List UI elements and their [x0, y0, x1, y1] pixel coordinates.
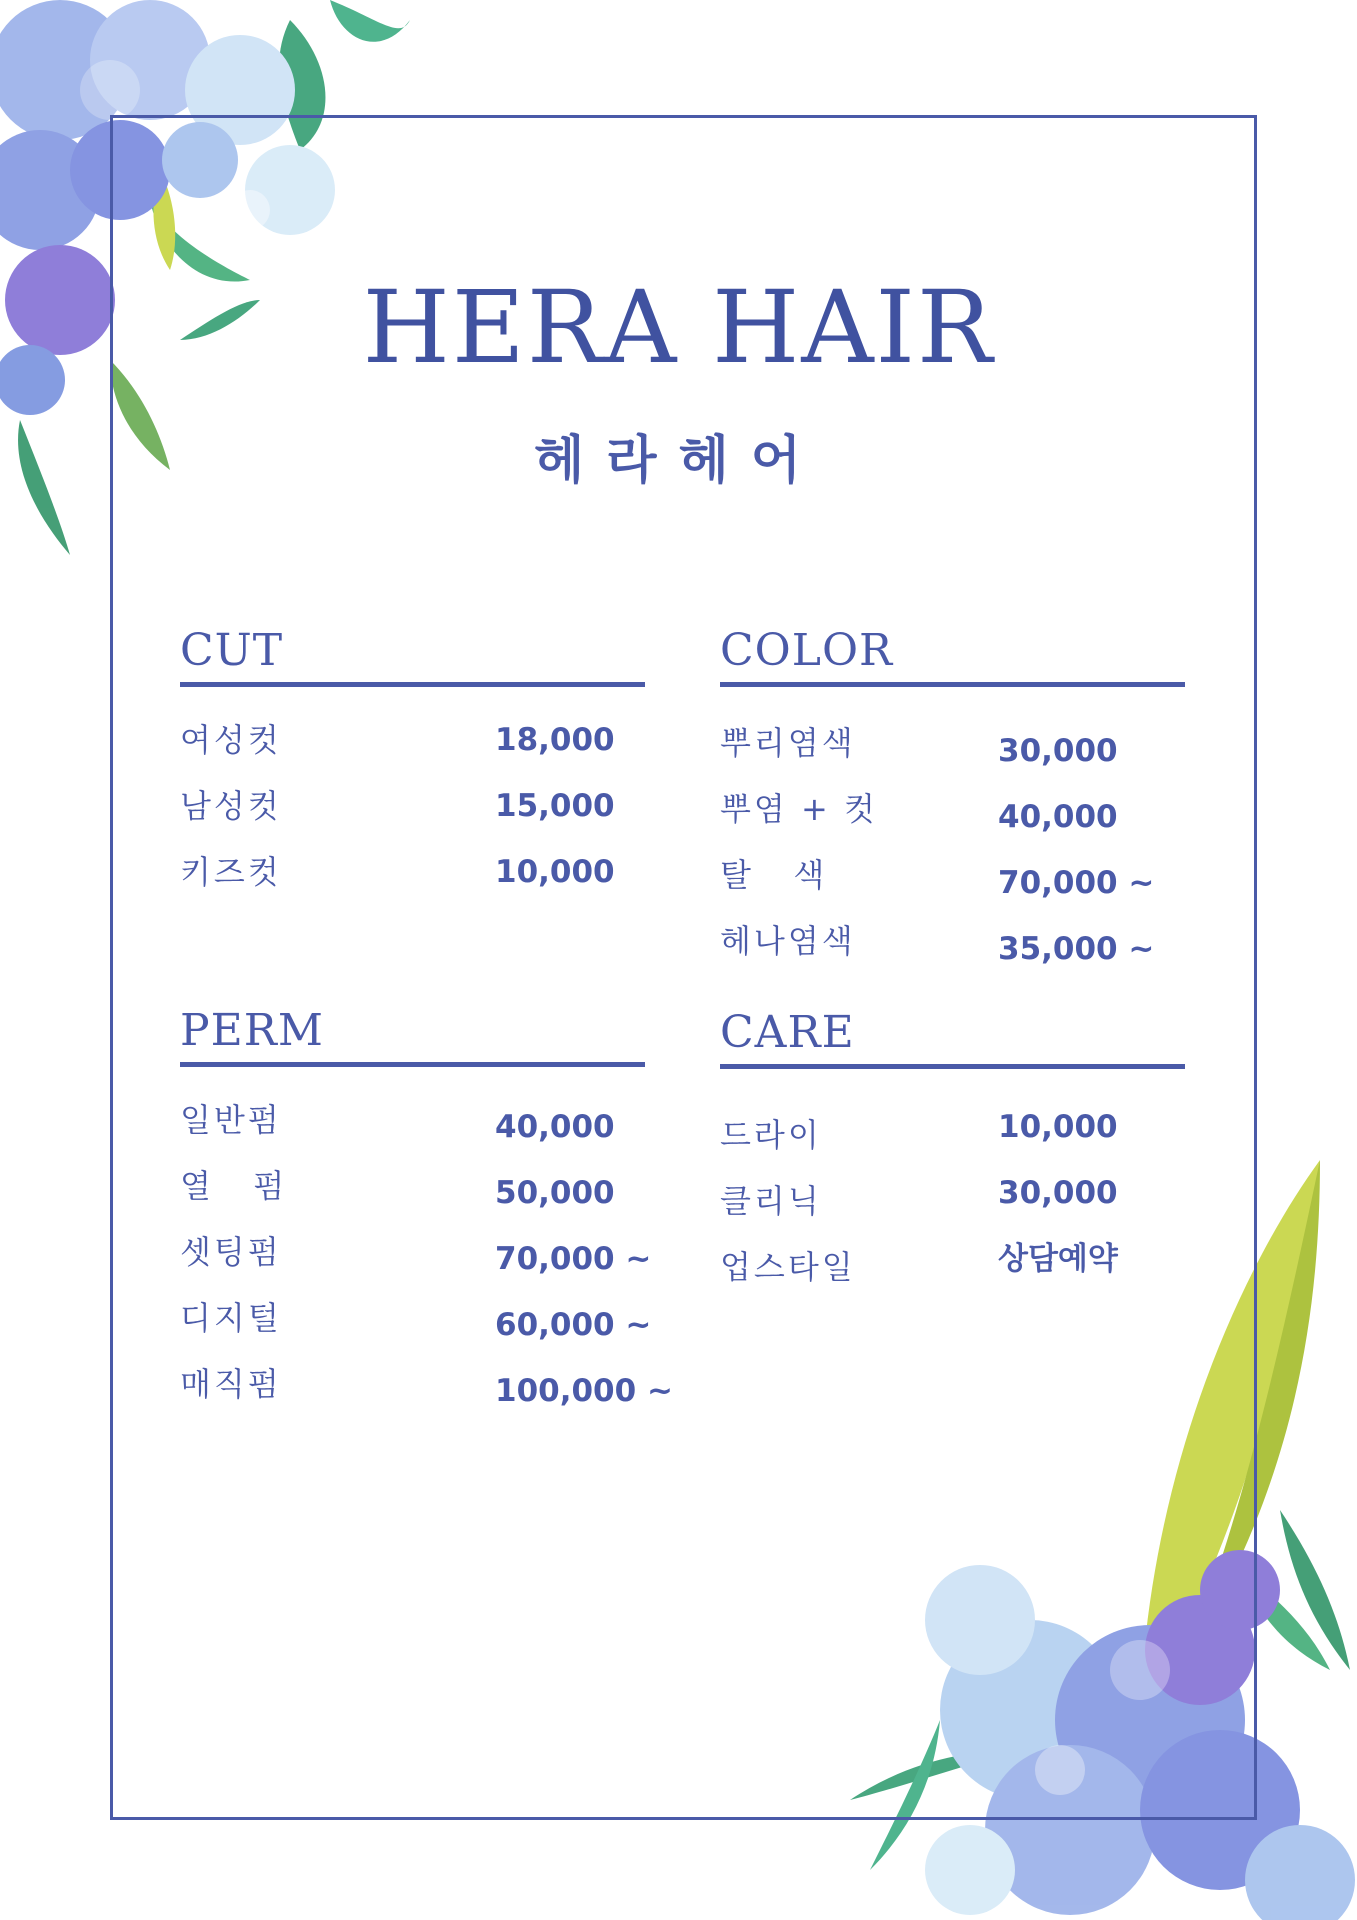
item-price: 100,000 ~	[495, 1373, 673, 1409]
list-item	[720, 784, 1240, 834]
item-price: 10,000	[998, 1109, 1118, 1145]
list-item	[180, 715, 700, 765]
salon-subtitle: 헤라헤어	[534, 431, 823, 491]
item-name: 남성컷	[180, 787, 282, 825]
item-price: 30,000	[998, 733, 1118, 769]
list-item	[180, 781, 700, 831]
item-name: 헤나염색	[720, 922, 856, 960]
section-care	[720, 1002, 1185, 1069]
item-price: 상담예약	[998, 1241, 1118, 1277]
list-item	[180, 1227, 700, 1277]
item-name: 탈 색	[720, 856, 828, 894]
list-item	[180, 1095, 700, 1145]
item-name: 드라이	[720, 1116, 822, 1154]
item-price: 40,000	[495, 1109, 615, 1145]
section-color	[720, 620, 1185, 687]
item-name: 클리닉	[720, 1182, 822, 1220]
item-price: 40,000	[998, 799, 1118, 835]
item-name: 뿌염 + 컷	[720, 790, 878, 828]
section-divider	[180, 1062, 645, 1067]
item-price: 70,000 ~	[495, 1241, 652, 1277]
list-item	[720, 916, 1240, 966]
section-cut	[180, 620, 645, 687]
list-item	[180, 847, 700, 897]
item-price: 70,000 ~	[998, 865, 1155, 901]
salon-title: HERA HAIR	[362, 269, 995, 386]
item-price: 18,000	[495, 722, 615, 758]
list-item	[720, 1176, 1240, 1226]
item-name: 여성컷	[180, 721, 282, 759]
item-name: 디지털	[180, 1299, 282, 1337]
item-name: 일반펌	[180, 1101, 282, 1139]
item-price: 30,000	[998, 1175, 1118, 1211]
section-heading: CARE	[720, 1007, 855, 1058]
list-item	[720, 718, 1240, 768]
item-price: 50,000	[495, 1175, 615, 1211]
section-heading: CUT	[180, 625, 284, 676]
list-item	[720, 1110, 1240, 1160]
item-price: 60,000 ~	[495, 1307, 652, 1343]
item-price: 10,000	[495, 854, 615, 890]
section-heading: PERM	[180, 1005, 324, 1056]
item-name: 업스타일	[720, 1248, 856, 1286]
list-item	[720, 1242, 1240, 1292]
list-item	[180, 1161, 700, 1211]
item-name: 매직펌	[180, 1365, 282, 1403]
section-heading: COLOR	[720, 625, 894, 676]
item-price: 35,000 ~	[998, 931, 1155, 967]
item-name: 뿌리염색	[720, 724, 856, 762]
section-divider	[720, 682, 1185, 687]
list-item	[180, 1293, 700, 1343]
item-price: 15,000	[495, 788, 615, 824]
item-name: 열 펌	[180, 1167, 288, 1205]
item-name: 키즈컷	[180, 853, 282, 891]
section-divider	[180, 682, 645, 687]
list-item	[180, 1359, 700, 1409]
section-divider	[720, 1064, 1185, 1069]
section-perm	[180, 1000, 645, 1067]
list-item	[720, 850, 1240, 900]
item-name: 셋팅펌	[180, 1233, 282, 1271]
